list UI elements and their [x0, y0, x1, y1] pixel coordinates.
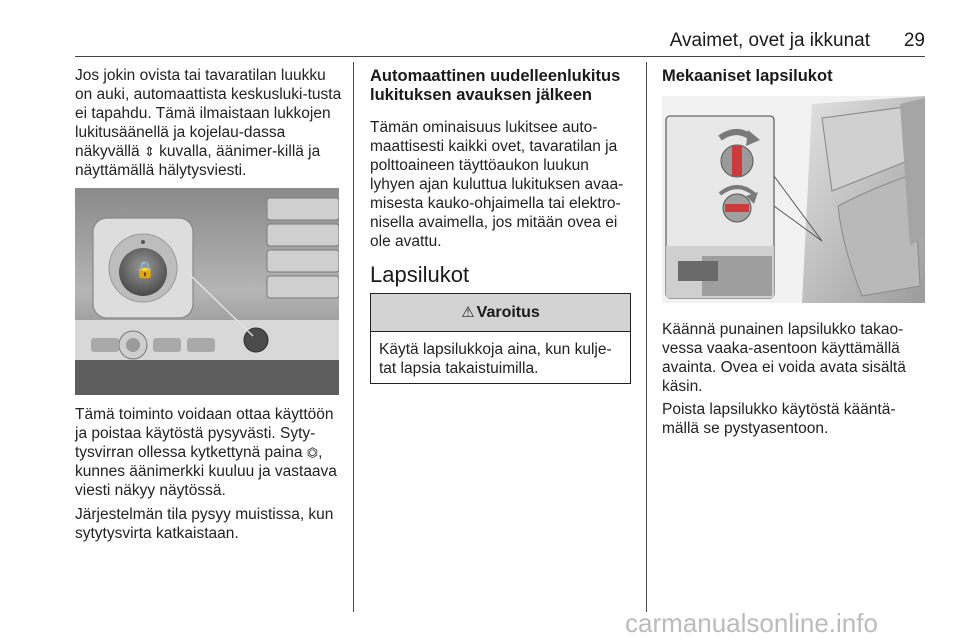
central-lock-icon: ⏣ — [306, 445, 319, 460]
memory-paragraph: Järjestelmän tila pysyy muistissa, kun sytytysvirta katkaistaan. — [75, 506, 334, 542]
warning-label: Varoitus — [476, 303, 540, 321]
watermark: carmanualsonline.info — [625, 608, 878, 638]
mechanical-child-locks-heading: Mekaaniset lapsilukot — [662, 67, 833, 85]
intro-paragraph: Jos jokin ovista tai tavaratilan luukku on auki, automaattista keskusluki-tusta ei tapahdu. Tämä ilmaistaan lukkojen lukitusäänellä ja kojelau-dassa näkyvällä ⇕ kuvalla, äänimer-killä ja näyttämällä hälytysviesti. — [75, 67, 342, 179]
warning-header — [371, 294, 630, 332]
warning-triangle-icon: ⚠ — [461, 304, 475, 321]
auto-relock-heading: Automaattinen uudelleenlukitus lukituksen avauksen jälkeen — [370, 67, 621, 104]
rear-door-child-lock-figure — [662, 96, 925, 303]
header-rule — [75, 56, 925, 57]
lock-button-figure — [75, 188, 339, 395]
column-divider-left — [353, 62, 354, 612]
column-divider-right — [646, 62, 647, 612]
section-heading-child-locks: Lapsilukot — [370, 262, 470, 287]
warning-box — [370, 293, 631, 384]
warning-text: Käytä lapsilukkoja aina, kun kulje-tat lapsia takaistuimilla. — [379, 341, 612, 377]
running-header-title: Avaimet, ovet ja ikkunat — [669, 30, 870, 51]
lock-button-icon: 🔒 — [135, 262, 155, 279]
toggle-paragraph: Tämä toiminto voidaan ottaa käyttöön ja poistaa käytöstä pysyvästi. Syty-tysvirran ollessa kytkettynä paina ⏣, kunnes äänimerkki kuuluu ja vastaava viesti näkyy näytössä. — [75, 406, 337, 499]
auto-relock-paragraph: Tämän ominaisuus lukitsee auto-maattisesti kaikki ovet, tavaratilan ja polttoaineen täyttöaukon luukun lyhyen ajan kuluttua lukituksen avaa-misesta kauko-ohjaimella tai elektro-nisella avaimella, jos mitään ovea ei ole avattu. — [370, 119, 624, 250]
open-door-warning-icon: ⇕ — [143, 144, 155, 159]
child-lock-disable-paragraph: Poista lapsilukko käytöstä kääntä-mällä se pystyasentoon. — [662, 401, 896, 437]
page-number: 29 — [903, 30, 925, 51]
child-lock-enable-paragraph: Käännä punainen lapsilukko takao-vessa vaaka-asentoon käyttämällä avainta. Ovea ei voida avata sisältä käsin. — [662, 321, 906, 395]
